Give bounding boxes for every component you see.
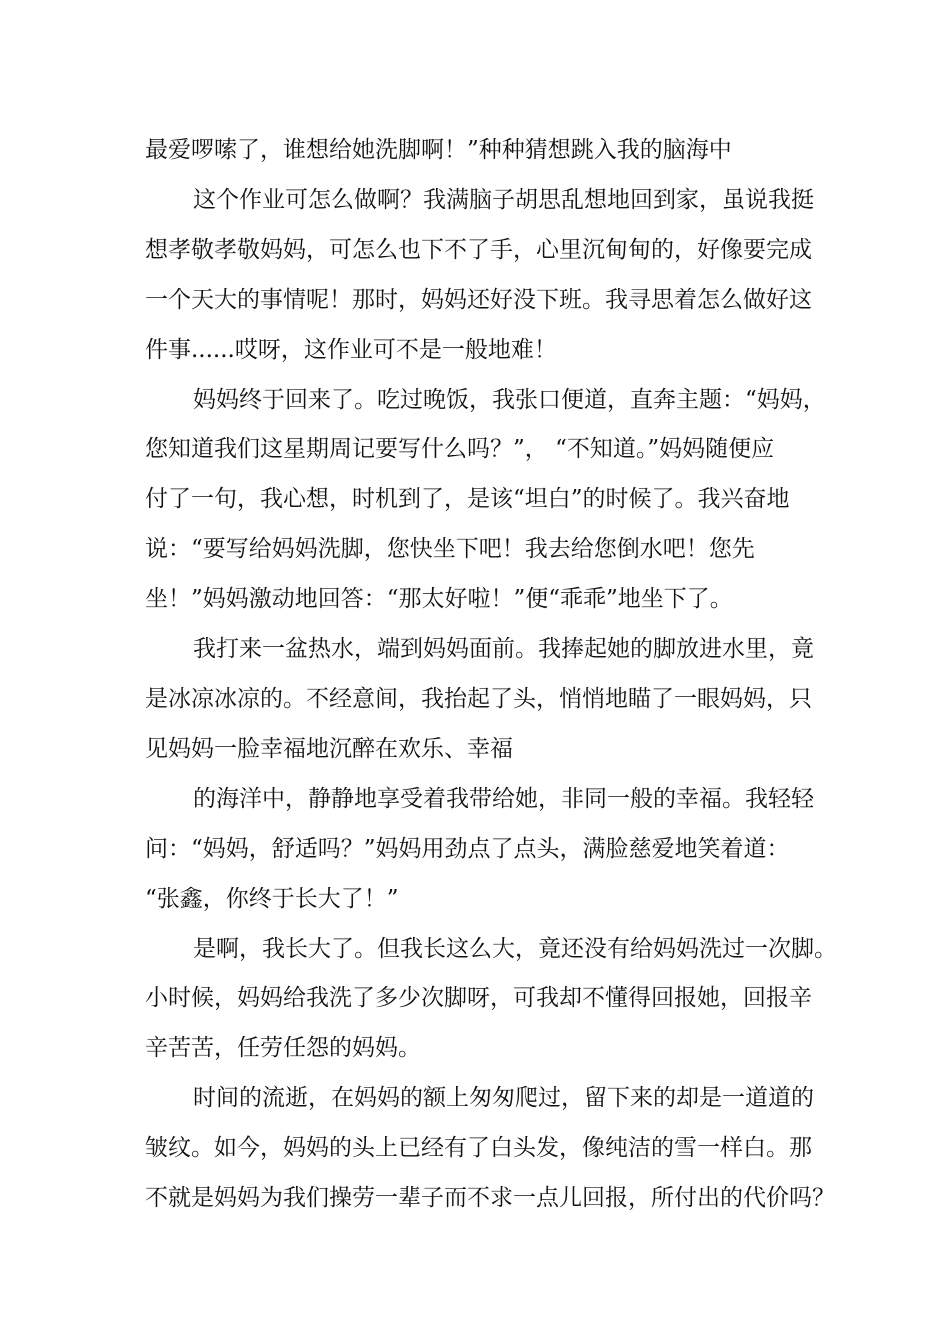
text-line-21: 皱纹。如今，妈妈的头上已经有了白头发，像纯洁的雪一样白。那 (145, 1135, 812, 1161)
text-line-17: 是啊，我长大了。但我长这么大，竟还没有给妈妈洗过一次脚。 (193, 936, 837, 962)
text-line-3: 想孝敬孝敬妈妈，可怎么也下不了手，心里沉甸甸的，好像要完成 (145, 237, 812, 263)
text-line-18: 小时候，妈妈给我洗了多少次脚呀，可我却不懂得回报她，回报辛 (145, 985, 812, 1011)
text-line-16: “张鑫，你终于长大了！” (145, 886, 399, 912)
text-line-1: 最爱啰嗦了，谁想给她洗脚啊！”种种猜想跳入我的脑海中 (145, 137, 732, 163)
text-line-19: 辛苦苦，任劳任怨的妈妈。 (145, 1035, 421, 1061)
text-line-5: 件事......哎呀，这作业可不是一般地难！ (145, 337, 557, 363)
text-line-12: 是冰凉冰凉的。不经意间，我抬起了头，悄悄地瞄了一眼妈妈，只 (145, 686, 812, 712)
text-line-10: 坐！”妈妈激动地回答：“那太好啦！”便“乖乖”地坐下了。 (145, 586, 733, 612)
text-line-14: 的海洋中，静静地享受着我带给她，非同一般的幸福。我轻轻 (193, 786, 814, 812)
text-line-8: 付了一句，我心想，时机到了，是该“坦白”的时候了。我兴奋地 (145, 486, 790, 512)
text-line-22: 不就是妈妈为我们操劳一辈子而不求一点儿回报，所付出的代价吗？ (145, 1185, 835, 1211)
text-line-7: 您知道我们这星期周记要写什么吗？”， “不知道。”妈妈随便应 (145, 436, 775, 462)
text-line-2: 这个作业可怎么做啊？我满脑子胡思乱想地回到家，虽说我挺 (193, 187, 814, 213)
text-line-9: 说：“要写给妈妈洗脚，您快坐下吧！我去给您倒水吧！您先 (145, 536, 755, 562)
text-line-6: 妈妈终于回来了。吃过晚饭，我张口便道，直奔主题：“妈妈， (193, 387, 826, 413)
text-line-15: 问：“妈妈，舒适吗？”妈妈用劲点了点头，满脸慈爱地笑着道： (145, 836, 790, 862)
text-line-11: 我打来一盆热水，端到妈妈面前。我捧起她的脚放进水里，竟 (193, 636, 814, 662)
text-line-4: 一个天大的事情呢！那时，妈妈还好没下班。我寻思着怎么做好这 (145, 287, 812, 313)
text-line-13: 见妈妈一脸幸福地沉醉在欢乐、幸福 (145, 736, 513, 762)
text-line-20: 时间的流逝，在妈妈的额上匆匆爬过，留下来的却是一道道的 (193, 1085, 814, 1111)
